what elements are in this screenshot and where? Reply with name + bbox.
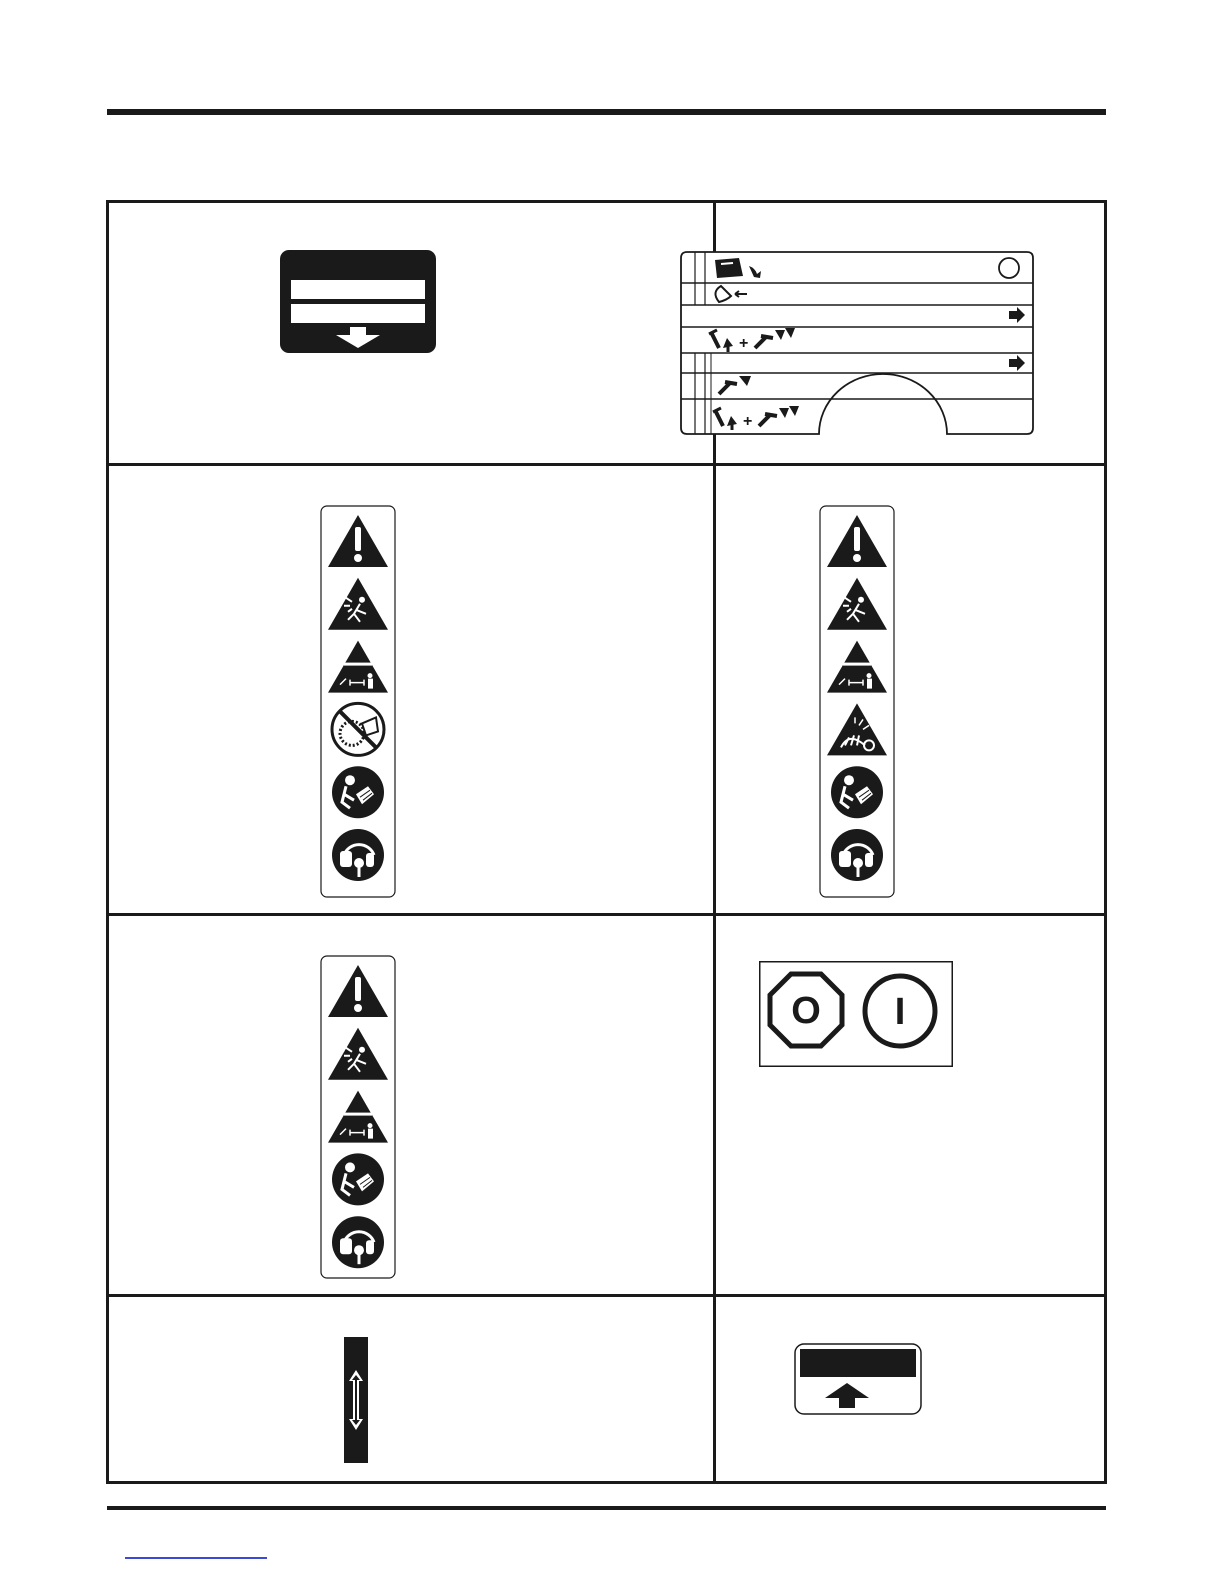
plus-icon: + [739, 335, 749, 352]
bucket-icon [715, 258, 743, 278]
safety-strip-c-decal [320, 955, 396, 1279]
row-divider-1 [109, 463, 1104, 466]
read-manual-icon [332, 1153, 384, 1205]
footer-link-underline[interactable] [125, 1557, 267, 1559]
header-rule [107, 109, 1106, 115]
safety-strip-a-decal [320, 505, 396, 898]
footer-rule [107, 1506, 1106, 1510]
no-saw-blade-icon [332, 703, 384, 755]
up-arrow-decal [794, 1343, 922, 1415]
off-symbol: O [791, 990, 821, 1032]
on-symbol: I [894, 991, 906, 1033]
off-on-decal [759, 961, 953, 1067]
ear-protection-icon [332, 829, 384, 881]
read-manual-icon [332, 766, 384, 818]
control-panel-decal [681, 252, 1033, 434]
safety-strip-b-decal [819, 505, 895, 898]
ear-protection-icon [831, 829, 883, 881]
up-down-decal [344, 1337, 368, 1463]
row-divider-3 [109, 1294, 1104, 1297]
row-divider-2 [109, 913, 1104, 916]
down-arrow-decal [280, 250, 436, 353]
ear-protection-icon [332, 1216, 384, 1268]
read-manual-icon [831, 766, 883, 818]
decal-table [106, 200, 1107, 1484]
plus-icon: + [743, 413, 753, 430]
